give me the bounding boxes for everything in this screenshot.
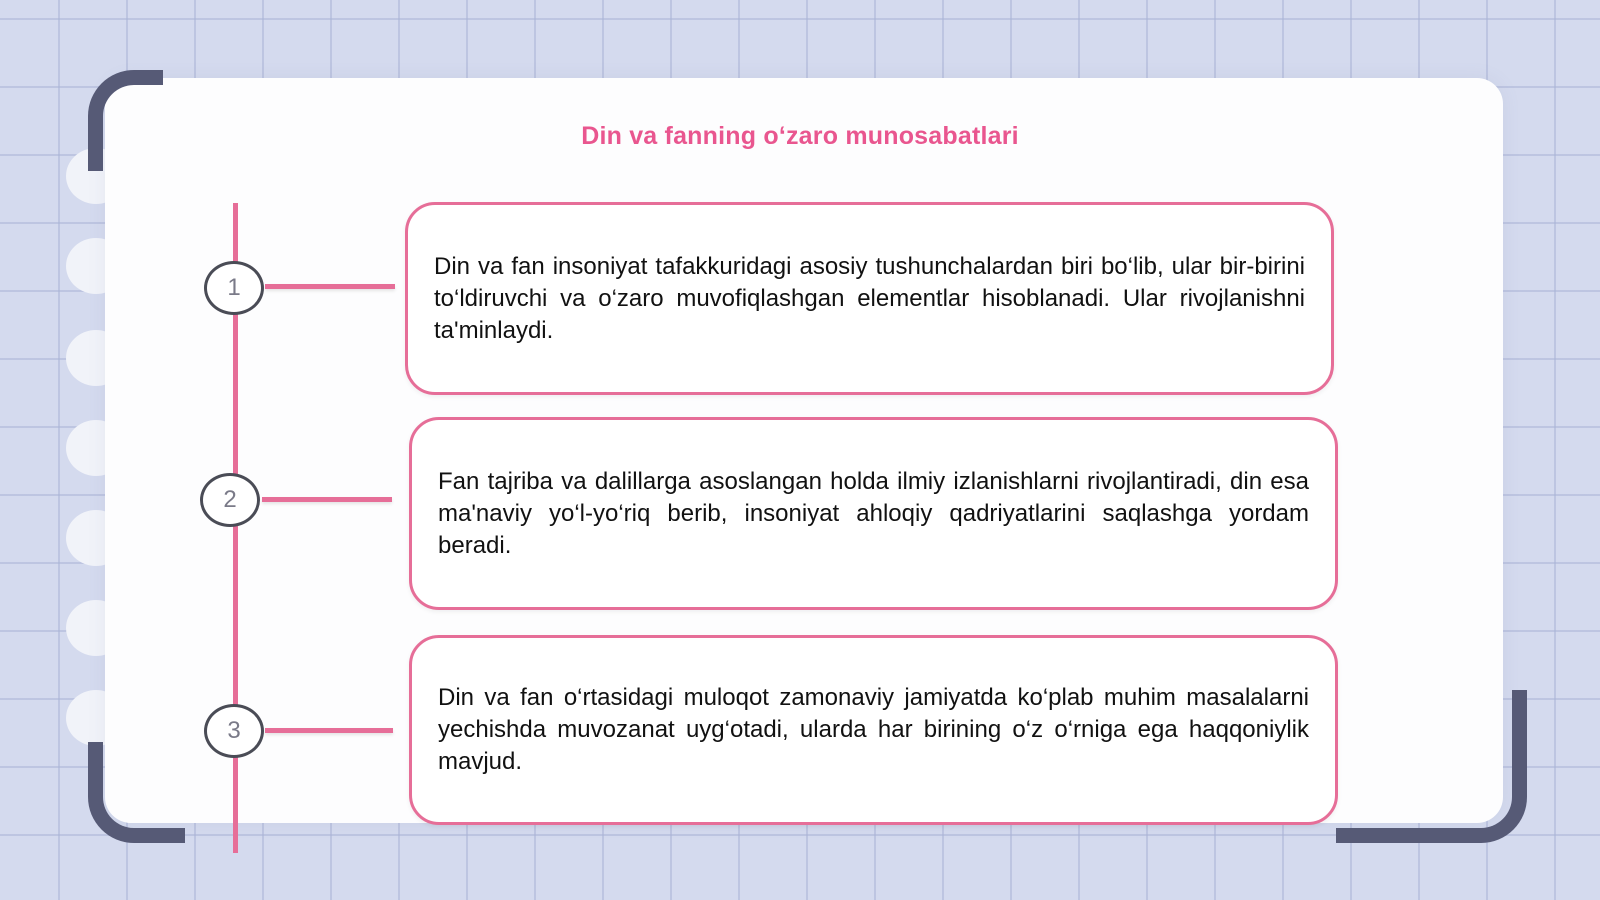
step-number-3: 3: [204, 704, 264, 758]
timeline-connector-1: [265, 284, 395, 289]
text-box-1: [405, 202, 1334, 395]
frame-corner-bottom-right: [1336, 690, 1527, 843]
text-box-1-content: Din va fan insoniyat tafakkuridagi asosiy tushunchalardan biri bo‘lib, ular bir-birini to‘ldiruvchi va o‘zaro muvofiqlashgan elementlar hisoblanadi. Ular rivojlanishni ta'minlaydi.: [434, 252, 1305, 344]
step-number-2: 2: [200, 473, 260, 527]
text-box-3: [409, 635, 1338, 825]
timeline-connector-3: [265, 728, 393, 733]
step-number-1: 1: [204, 261, 264, 315]
text-box-3-content: Din va fan o‘rtasidagi muloqot zamonaviy jamiyatda ko‘plab muhim masalalarni yechishda muvozanat uyg‘otadi, ularda har birining o‘z o‘rniga ega haqqoniylik mavjud.: [438, 684, 1309, 775]
slide-title: Din va fanning o‘zaro munosabatlari: [581, 122, 1019, 150]
timeline-connector-2: [262, 497, 392, 502]
text-box-2-content: Fan tajriba va dalillarga asoslangan holda ilmiy izlanishlarni rivojlantiradi, din esa ma'naviy yo‘l-yo‘riq berib, insoniyat ahloqiy qadriyatlarini saqlashga yordam beradi.: [438, 467, 1309, 559]
text-box-2: [409, 417, 1338, 610]
frame-corner-bottom-left: [88, 742, 185, 843]
frame-corner-top-left: [88, 70, 163, 171]
